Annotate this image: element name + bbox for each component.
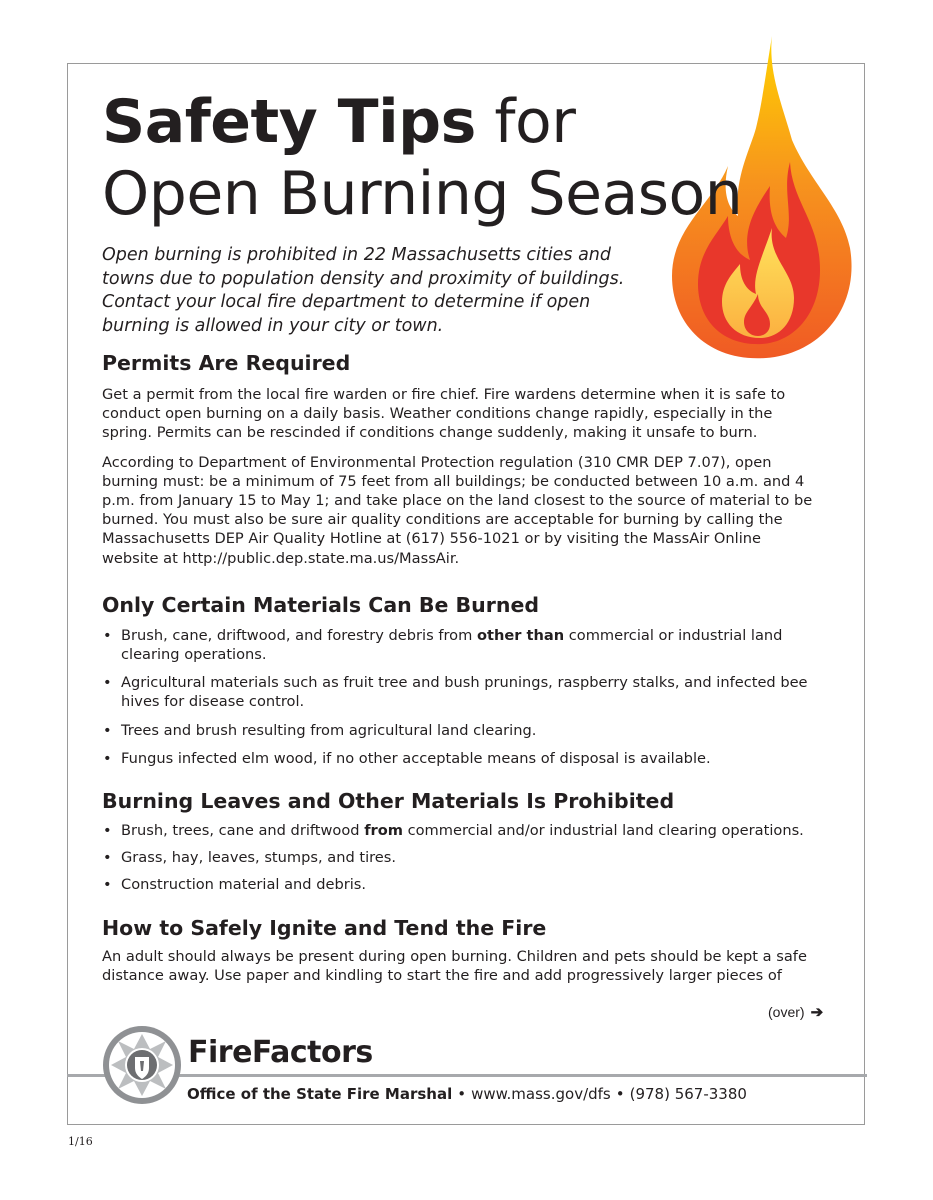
list-item: • Agricultural materials such as fruit tree and bush prunings, raspberry stalks, and infected bee hives for disease control. <box>102 673 822 711</box>
over-label: (over) <box>768 1004 805 1020</box>
heading-ignite: How to Safely Ignite and Tend the Fire <box>102 915 547 940</box>
page-number: 1/16 <box>68 1135 93 1148</box>
heading-permits: Permits Are Required <box>102 351 351 375</box>
page-title <box>102 86 742 230</box>
separator: • <box>457 1085 467 1103</box>
heading-prohibited-materials: Burning Leaves and Other Materials Is Prohibited <box>102 789 675 814</box>
permits-paragraph-2: According to Department of Environmental Protection regulation (310 CMR DEP 7.07), open burning must: be a minimum of 75 feet from all buildings; be conducted between 10 a.m. and 4 p.m. from January 15 to May 1; and take place on the land closest to the source of material to be burned. You must also be sure air quality conditions are acceptable for burning by calling the Massachusetts DEP Air Quality Hotline at (617) 556-1021 or by visiting the MassAir Online website at http://public.dep.state.ma.us/MassAir. <box>102 453 813 567</box>
list-item: • Brush, cane, driftwood, and forestry debris from other than commercial or industrial land clearing operations. <box>102 626 822 664</box>
list-item: • Construction material and debris. <box>102 875 822 894</box>
title-for: for <box>494 87 576 157</box>
org-name: Office of the State Fire Marshal <box>187 1085 453 1103</box>
list-item: • Trees and brush resulting from agricultural land clearing. <box>102 721 822 740</box>
title-line2: Open Burning Season <box>102 159 743 229</box>
ignite-paragraph: An adult should always be present during open burning. Children and pets should be kept a safe distance away. Use paper and kindling to start the fire and add progressively larger pieces of <box>102 947 807 984</box>
phone-number: (978) 567-3380 <box>629 1085 747 1103</box>
heading-allowed-materials: Only Certain Materials Can Be Burned <box>102 592 540 617</box>
fire-marshal-seal-icon <box>102 1025 182 1105</box>
list-item: • Fungus infected elm wood, if no other acceptable means of disposal is available. <box>102 749 822 768</box>
main-content <box>102 350 822 985</box>
permits-paragraph-1: Get a permit from the local fire warden or fire chief. Fire wardens determine when it is safe to conduct open burning on a daily basis. Weather conditions change rapidly, especially in the spring. Permits can be rescinded if conditions change suddenly, making it unsafe to burn. <box>102 386 786 442</box>
website-link[interactable]: www.mass.gov/dfs <box>471 1085 611 1103</box>
footer-contact <box>187 1084 747 1104</box>
prohibited-materials-list <box>102 821 822 895</box>
allowed-materials-list <box>102 626 822 768</box>
list-item: • Grass, hay, leaves, stumps, and tires. <box>102 848 822 867</box>
footer-rule <box>67 1074 867 1077</box>
list-item: • Brush, trees, cane and driftwood from commercial and/or industrial land clearing operations. <box>102 821 822 840</box>
separator: • <box>615 1085 625 1103</box>
over-indicator <box>768 1003 823 1021</box>
brand-name: FireFactors <box>188 1035 373 1070</box>
arrow-right-icon: ➔ <box>810 1004 824 1021</box>
title-bold: Safety Tips <box>102 87 476 157</box>
intro-paragraph: Open burning is prohibited in 22 Massachusetts cities and towns due to population density and proximity of buildings. Contact your local fire department to determine if open burning is allowed in your city or town. <box>102 245 625 336</box>
